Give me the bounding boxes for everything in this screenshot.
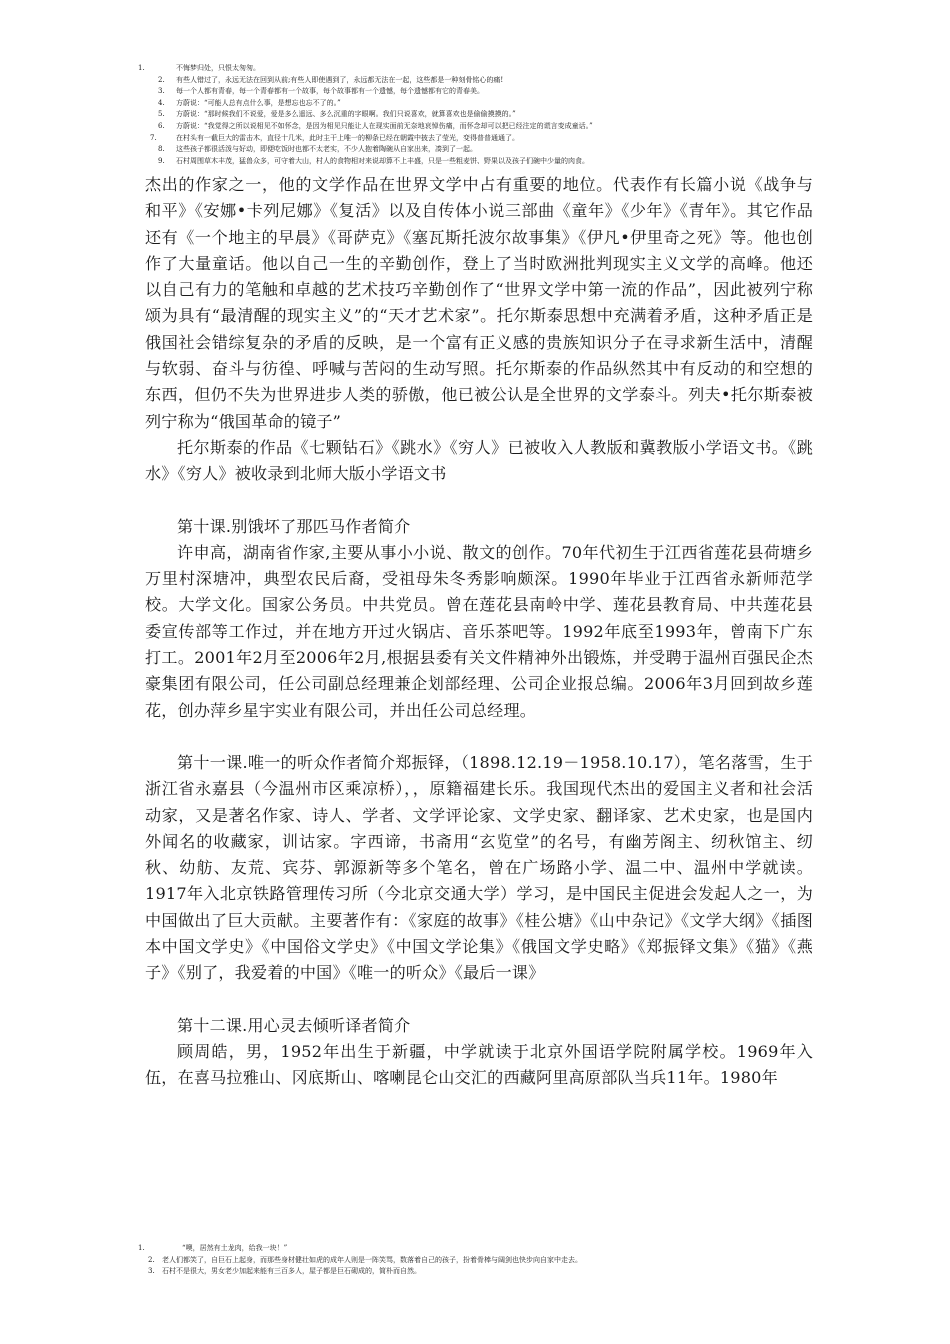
footnote-text: 这些孩子都很活泼与好动，即便吃饭时也都不太老实，不少人抱着陶碗从自家出来，凑到了一起。 — [176, 145, 477, 154]
footnote-number: 2. — [158, 75, 165, 84]
footnote-text: 方蔚说：“可能人总有点什么事，是想忘也忘不了的。” — [176, 98, 341, 107]
footnote-number: 4. — [158, 98, 165, 107]
footnote-text: 不悔梦归处，只恨太匆匆。 — [176, 64, 260, 72]
footnote-text: 方蔚说：“那时候我们不说爱，爱是多么遥远、多么沉重的字眼啊。我们只说喜欢，就算喜欢也是偷偷摸摸的。” — [176, 110, 516, 119]
footnote-text: 有些人错过了，永远无法在回到从前;有些人即使遇到了，永远都无法在一起，这些都是一种刻骨铭心的痛! — [176, 75, 504, 84]
footnote-line — [138, 1243, 858, 1255]
footnote-number: 1. — [138, 1244, 145, 1252]
paragraph-gap — [145, 987, 813, 1013]
footnote-line — [138, 86, 858, 98]
footnote-number: 2. — [148, 1255, 155, 1264]
footnote-line — [138, 75, 858, 87]
footnote-number: 8. — [158, 145, 165, 154]
footnote-line — [138, 1255, 858, 1267]
footnote-text: 每一个人都有青春，每一个青春都有一个故事，每个故事都有一个遗憾，每个遗憾都有它的青春美。 — [176, 87, 484, 96]
footnote-text: “噢，居然有土龙肉，给我一块！” — [182, 1244, 288, 1252]
footnote-number: 5. — [158, 110, 165, 119]
footnote-number: 9. — [158, 156, 165, 165]
footnote-text: 方蔚说：“我觉得之所以说相见不如怀念，是因为相见只能让人在现实面前无奈地哀悼伤痛，而怀念却可以把已经注定的谎言变成童话。” — [176, 121, 593, 130]
footnote-text: 石村周围草木丰茂，猛兽众多，可守着大山，村人的食物相对来说却算不上丰盛，只是一些粗麦饼、野果以及孩子们碗中少量的肉食。 — [176, 156, 589, 165]
paragraph-gap — [145, 724, 813, 750]
footnote-line — [138, 121, 858, 133]
footnote-text: 在村头有一截巨大的雷击木，直径十几米，此时主干上唯一的柳条已经在朝霞中披去了莹光，变得普普通通了。 — [176, 133, 519, 142]
body-paragraph: 许申高，湖南省作家,主要从事小小说、散文的创作。70年代初生于江西省莲花县荷塘乡万里村深塘冲，典型农民后裔，受祖母朱冬秀影响颇深。1990年毕业于江西省永新师范学校。大学文化。国家公务员。中共党员。曾在莲花县南岭中学、莲花县教育局、中共莲花县委宣传部等工作过，并在地方开过火锅店、音乐茶吧等。1992年底至1993年，曾南下广东打工。2001年2月至2006年2月,根据县委有关文件精神外出锻炼，并受聘于温州百强民企杰豪集团有限公司，任公司副总经理兼企划部经理、公司企业报总编。2006年3月回到故乡莲花，创办萍乡星宇实业有限公司，并出任公司总经理。 — [145, 542, 813, 720]
main-body-text — [145, 172, 813, 1092]
body-paragraph: 第十二课.用心灵去倾听译者简介 — [177, 1015, 411, 1035]
body-paragraph: 托尔斯泰的作品《七颗钻石》《跳水》《穷人》已被收入人教版和冀教版小学语文书。《跳水》《穷人》被收录到北师大版小学语文书 — [145, 437, 813, 484]
body-paragraph: 第十课.别饿坏了那匹马作者简介 — [177, 516, 411, 536]
footnote-line — [138, 133, 858, 145]
footnote-line — [138, 1266, 858, 1278]
body-paragraph: 第十一课.唯一的听众作者简介郑振铎，（1898.12.19－1958.10.17），笔名落雪，生于浙江省永嘉县（今温州市区乘凉桥），，原籍福建长乐。我国现代杰出的爱国主义者和社会活动家，又是著名作家、诗人、学者、文学评论家、文学史家、翻译家、艺术史家，也是国内外闻名的收藏家，训诂家。字西谛，书斋用“玄览堂”的名号，有幽芳阁主、纫秋馆主、纫秋、幼舫、友荒、宾芬、郭源新等多个笔名，曾在广场路小学、温二中、温州中学就读。1917年入北京铁路管理传习所（今北京交通大学）学习，是中国民主促进会发起人之一，为中国做出了巨大贡献。主要著作有：《家庭的故事》《桂公塘》《山中杂记》《文学大纲》《插图本中国文学史》《中国俗文学史》《中国文学论集》《俄国文学史略》《郑振铎文集》《猫》《燕子》《别了，我爱着的中国》《唯一的听众》《最后一课》 — [145, 752, 813, 983]
footnote-text: 石村不是很大，男女老少加起来能有三百多人，屋子都是巨石砌成的，简朴而自然。 — [162, 1267, 421, 1276]
bottom-footnotes — [138, 1243, 858, 1278]
footnote-number: 3. — [158, 87, 165, 96]
footnote-line — [138, 98, 858, 110]
footnote-number: 7. — [150, 133, 157, 142]
top-footnotes — [138, 63, 858, 167]
footnote-text: 老人们都笑了，自巨石上起身，而那些身材健壮如虎的成年人则是一阵笑骂，数落着自己的孩子，扮着骨棒与阔剑也快步向自家中走去。 — [162, 1255, 582, 1264]
footnote-number: 1. — [138, 64, 145, 72]
footnote-number: 3. — [148, 1267, 155, 1276]
footnote-number: 6. — [158, 121, 165, 130]
footnote-line — [138, 63, 858, 75]
body-paragraph: 杰出的作家之一，他的文学作品在世界文学中占有重要的地位。代表作有长篇小说《战争与和平》《安娜•卡列尼娜》《复活》以及自传体小说三部曲《童年》《少年》《青年》。其它作品还有《一个地主的早晨》《哥萨克》《塞瓦斯托波尔故事集》《伊凡•伊里奇之死》等。他也创作了大量童话。他以自己一生的辛勤创作，登上了当时欧洲批判现实主义文学的高峰。他还以自己有力的笔触和卓越的艺术技巧辛勤创作了“世界文学中第一流的作品”，因此被列宁称颂为具有“最清醒的现实主义”的“天才艺术家”。托尔斯泰思想中充满着矛盾，这种矛盾正是俄国社会错综复杂的矛盾的反映，是一个富有正义感的贵族知识分子在寻求新生活中，清醒与软弱、奋斗与彷徨、呼喊与苦闷的生动写照。托尔斯泰的作品纵然其中有反动的和空想的东西，但仍不失为世界进步人类的骄傲，他已被公认是全世界的文学泰斗。列夫•托尔斯泰被列宁称为“俄国革命的镜子” — [145, 175, 813, 431]
body-paragraph: 顾周皓，男，1952年出生于新疆，中学就读于北京外国语学院附属学校。1969年入伍，在喜马拉雅山、冈底斯山、喀喇昆仑山交汇的西藏阿里高原部队当兵11年。1980年 — [145, 1041, 813, 1088]
footnote-line — [138, 144, 858, 156]
footnote-line — [138, 109, 858, 121]
footnote-line — [138, 156, 858, 168]
paragraph-gap — [145, 488, 813, 514]
